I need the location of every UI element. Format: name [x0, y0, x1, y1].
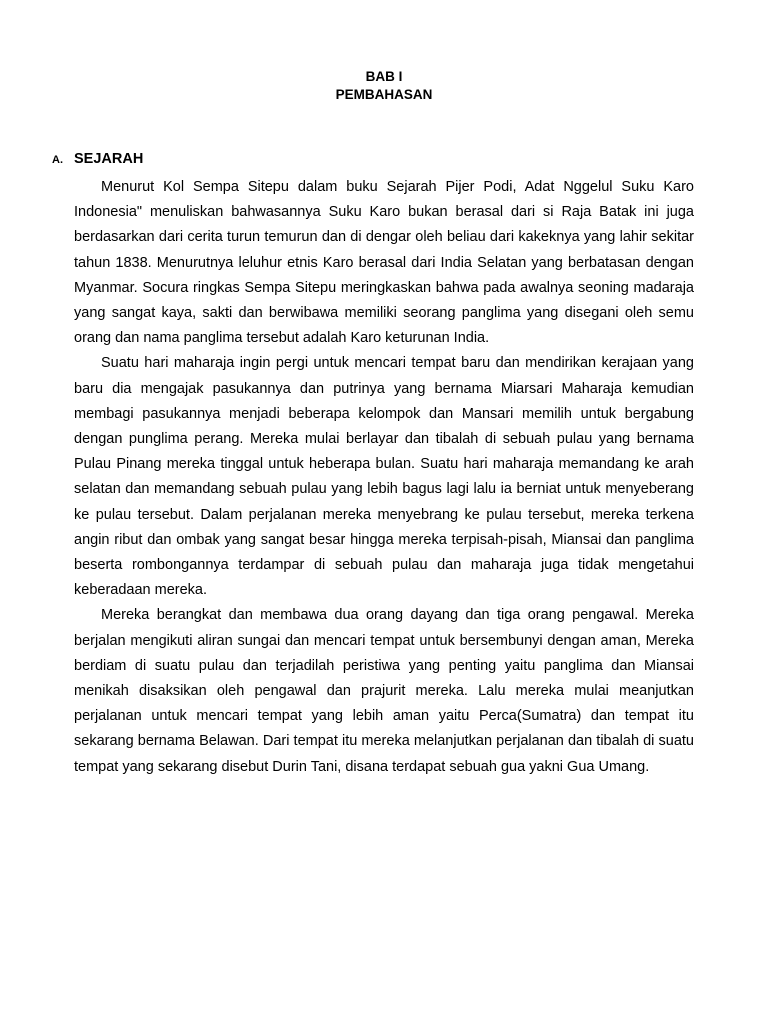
chapter-header: [0, 68, 768, 104]
section-heading: [52, 151, 143, 167]
section-title: SEJARAH: [74, 151, 144, 167]
section-letter: A.: [52, 154, 63, 166]
paragraph: Suatu hari maharaja ingin pergi untuk mencari tempat baru dan mendirikan kerajaan yang baru dia mengajak pasukannya dan putrinya yang bernama Miarsari Maharaja kemudian membagi pasukannya menjadi beberapa kelompok dan Mansari memilih untuk bergabung dengan punglima perang. Mereka mulai berlayar dan tibalah di sebuah pulau yang bernama Pulau Pinang mereka tinggal untuk heberapa bulan. Suatu hari maharaja memandang ke arah selatan dan memandang sebuah pulau yang lebih bagus lagi lalu ia berniat untuk menyeberang ke pulau tersebut. Dalam perjalanan mereka menyebrang ke pulau tersebut, mereka terkena angin ribut dan ombak yang sangat besar hingga mereka terpisah-pisah, Miansai dan panglima beserta rombongannya terdampar di sebuah pulau dan maharaja juga tidak mengetahui keberadaan mereka.: [74, 355, 694, 599]
paragraph: Menurut Kol Sempa Sitepu dalam buku Sejarah Pijer Podi, Adat Nggelul Suku Karo Indonesia" menuliskan bahwasannya Suku Karo bukan berasal dari si Raja Batak ini juga berdasarkan dari cerita turun temurun dan di dengar oleh beliau dari kakeknya yang lahir sekitar tahun 1838. Menurutnya leluhur etnis Karo berasal dari India Selatan yang berbatasan dengan Myanmar. Socura ringkas Sempa Sitepu meringkaskan bahwa pada awalnya seoning madaraja yang sangat kaya, sakti dan berwibawa memiliki seorang panglima yang disegani oleh semu orang dan nama panglima tersebut adalah Karo keturunan India.: [74, 179, 694, 347]
paragraph: Mereka berangkat dan membawa dua orang dayang dan tiga orang pengawal. Mereka berjalan mengikuti aliran sungai dan mencari tempat untuk bersembunyi dengan aman, Mereka berdiam di suatu pulau dan terjadilah peristiwa yang penting yaitu panglima dan Miansai menikah disaksikan oleh pengawal dan prajurit mereka. Lalu mereka mulai meanjutkan perjalanan untuk mencari tempat yang lebih aman yaitu Perca(Sumatra) dan tempat itu sekarang bernama Belawan. Dari tempat itu mereka melanjutkan perjalanan dan tibalah di suatu tempat yang sekarang disebut Durin Tani, disana terdapat sebuah gua yakni Gua Umang.: [74, 607, 694, 775]
chapter-title: PEMBAHASAN: [335, 87, 433, 102]
chapter-number: BAB I: [365, 69, 403, 84]
body-text: [74, 175, 694, 780]
